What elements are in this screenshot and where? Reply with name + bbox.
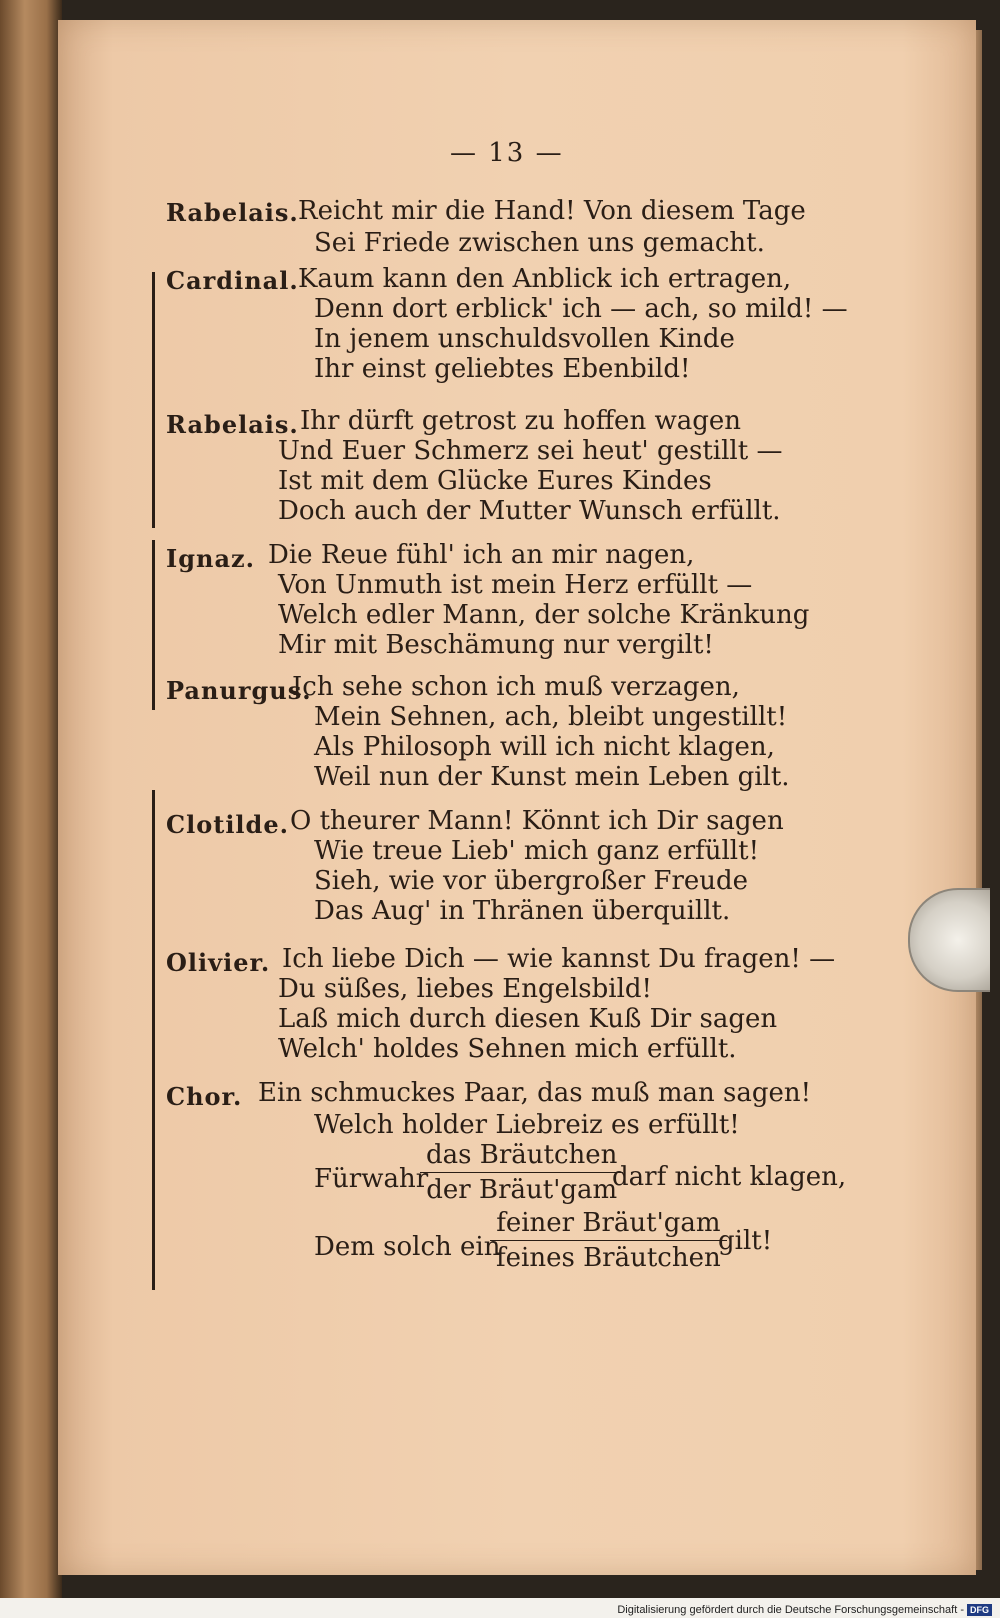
fraction-suffix: darf nicht klagen, <box>612 1162 847 1192</box>
fraction-prefix: Fürwahr <box>314 1164 429 1194</box>
verse-line: Welch' holdes Sehnen mich erfüllt. <box>278 1034 737 1064</box>
speaker-name: Olivier. <box>166 948 271 977</box>
verse-line: Ich liebe Dich — wie kannst Du fragen! — <box>282 944 836 974</box>
speaker-name: Clotilde. <box>166 810 289 839</box>
fraction-numerator: feiner Bräut'gam <box>490 1208 727 1241</box>
speaker-name: Rabelais. <box>166 410 299 439</box>
speaker-name: Cardinal. <box>166 266 299 295</box>
speaker-name: Panurgus. <box>166 676 312 705</box>
verse-line: Laß mich durch diesen Kuß Dir sagen <box>278 1004 778 1034</box>
speaker-bracket <box>152 540 165 710</box>
fraction-denominator: feines Bräutchen <box>496 1243 721 1273</box>
verse-line: Das Aug' in Thränen überquillt. <box>314 896 731 926</box>
verse-line: In jenem unschuldsvollen Kinde <box>314 324 735 354</box>
dfg-logo: DFG <box>967 1604 992 1616</box>
fraction-groom-bride <box>490 1208 727 1273</box>
fraction-suffix: gilt! <box>718 1226 773 1256</box>
verse-line: Ihr einst geliebtes Ebenbild! <box>314 354 691 384</box>
verse-line: Weil nun der Kunst mein Leben gilt. <box>314 762 790 792</box>
speaker-name: Ignaz. <box>166 544 255 573</box>
verse-line: Sieh, wie vor übergroßer Freude <box>314 866 749 896</box>
verse-line: Mein Sehnen, ach, bleibt ungestillt! <box>314 702 788 732</box>
verse-line: Als Philosoph will ich nicht klagen, <box>314 732 775 762</box>
verse-line: Kaum kann den Anblick ich ertragen, <box>298 264 792 294</box>
fraction-prefix: Dem solch ein <box>314 1232 501 1262</box>
credit-text: Digitalisierung gefördert durch die Deutsche Forschungsgemeinschaft - <box>617 1604 964 1616</box>
verse-line: Mir mit Beschämung nur vergilt! <box>278 630 714 660</box>
page-number: — 13 — <box>450 138 564 168</box>
verse-line: Ist mit dem Glücke Eures Kindes <box>278 466 712 496</box>
speaker-name: Rabelais. <box>166 198 299 227</box>
speaker-bracket <box>152 790 165 1290</box>
verse-line: O theurer Mann! Könnt ich Dir sagen <box>290 806 784 836</box>
digitization-credit <box>617 1604 992 1616</box>
speaker-bracket <box>152 272 165 528</box>
verse-line: Von Unmuth ist mein Herz erfüllt — <box>278 570 753 600</box>
verse-line: Welch holder Liebreiz es erfüllt! <box>314 1110 740 1140</box>
speaker-name: Chor. <box>166 1082 243 1111</box>
verse-line: Ich sehe schon ich muß verzagen, <box>292 672 740 702</box>
fraction-numerator: das Bräutchen <box>420 1140 623 1173</box>
verse-line: Und Euer Schmerz sei heut' gestillt — <box>278 436 783 466</box>
verse-line: Du süßes, liebes Engelsbild! <box>278 974 653 1004</box>
verse-line: Ihr dürft getrost zu hoffen wagen <box>300 406 741 436</box>
fraction-denominator: der Bräut'gam <box>426 1175 618 1205</box>
verse-line: Ein schmuckes Paar, das muß man sagen! <box>258 1078 812 1108</box>
verse-line: Sei Friede zwischen uns gemacht. <box>314 228 765 258</box>
verse-line: Die Reue fühl' ich an mir nagen, <box>268 540 695 570</box>
verse-line: Wie treue Lieb' mich ganz erfüllt! <box>314 836 760 866</box>
verse-line: Doch auch der Mutter Wunsch erfüllt. <box>278 496 781 526</box>
verse-line: Denn dort erblick' ich — ach, so mild! — <box>314 294 848 324</box>
fraction-bride-groom <box>420 1140 623 1205</box>
verse-line: Reicht mir die Hand! Von diesem Tage <box>298 196 806 226</box>
verse-line: Welch edler Mann, der solche Kränkung <box>278 600 810 630</box>
